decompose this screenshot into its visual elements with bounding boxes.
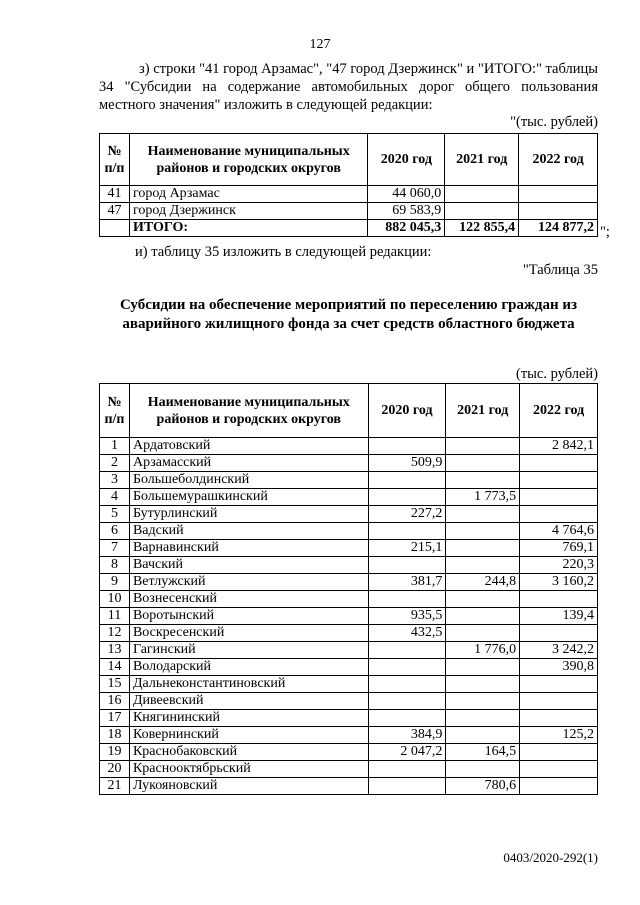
row-value-2020: 2 047,2 bbox=[368, 744, 446, 761]
row-value-2020 bbox=[368, 676, 446, 693]
column-header-2021: 2021 год bbox=[446, 384, 520, 438]
row-number: 13 bbox=[100, 642, 130, 659]
row-name: Воротынский bbox=[129, 608, 368, 625]
table-row bbox=[100, 523, 598, 540]
row-value-2020 bbox=[368, 523, 446, 540]
row-value-2021: 164,5 bbox=[446, 744, 520, 761]
row-value-2022 bbox=[520, 455, 598, 472]
row-value-2021: 244,8 bbox=[446, 574, 520, 591]
row-name: город Дзержинск bbox=[129, 203, 367, 220]
row-value-2021 bbox=[446, 608, 520, 625]
table-title: Субсидии на обеспечение мероприятий по переселению граждан из аварийного жилищного фонда за счет средств областного бюджета bbox=[119, 297, 578, 332]
row-value-2020 bbox=[368, 489, 446, 506]
row-value-2022 bbox=[519, 186, 598, 203]
table-row bbox=[100, 761, 598, 778]
row-name: Большеболдинский bbox=[129, 472, 368, 489]
row-name: Ветлужский bbox=[129, 574, 368, 591]
row-value-2022: 2 842,1 bbox=[520, 438, 598, 455]
table-row bbox=[100, 203, 598, 220]
table-label: "Таблица 35 bbox=[522, 262, 598, 278]
row-name: Володарский bbox=[129, 659, 368, 676]
row-value-2021 bbox=[446, 506, 520, 523]
row-value-2021: 780,6 bbox=[446, 778, 520, 795]
column-header-2021: 2021 год bbox=[445, 134, 519, 186]
row-value-2020: 215,1 bbox=[368, 540, 446, 557]
column-header-2020: 2020 год bbox=[368, 384, 446, 438]
row-value-2020: 69 583,9 bbox=[368, 203, 445, 220]
table-row bbox=[100, 438, 598, 455]
row-value-2021 bbox=[446, 472, 520, 489]
row-value-2021 bbox=[446, 761, 520, 778]
row-value-2021: 1 773,5 bbox=[446, 489, 520, 506]
row-number: 1 bbox=[100, 438, 130, 455]
table-row bbox=[100, 778, 598, 795]
row-name: Краснобаковский bbox=[129, 744, 368, 761]
row-value-2021 bbox=[446, 693, 520, 710]
unit-note-1: "(тыс. рублей) bbox=[510, 114, 598, 130]
row-value-2020 bbox=[368, 693, 446, 710]
row-name: Воскресенский bbox=[129, 625, 368, 642]
row-value-2020 bbox=[368, 778, 446, 795]
row-value-2020: 381,7 bbox=[368, 574, 446, 591]
table-row bbox=[100, 727, 598, 744]
row-value-2020 bbox=[368, 591, 446, 608]
row-value-2020: 432,5 bbox=[368, 625, 446, 642]
row-value-2020 bbox=[368, 472, 446, 489]
total-2020: 882 045,3 bbox=[368, 220, 445, 237]
row-value-2021 bbox=[446, 540, 520, 557]
row-value-2021 bbox=[446, 676, 520, 693]
row-number: 12 bbox=[100, 625, 130, 642]
row-value-2021 bbox=[446, 659, 520, 676]
row-number: 4 bbox=[100, 489, 130, 506]
table-row bbox=[100, 642, 598, 659]
row-value-2021 bbox=[446, 727, 520, 744]
row-value-2022 bbox=[520, 710, 598, 727]
row-name: Дивеевский bbox=[129, 693, 368, 710]
row-value-2021 bbox=[445, 203, 519, 220]
row-number: 17 bbox=[100, 710, 130, 727]
row-value-2020 bbox=[368, 438, 446, 455]
table-row bbox=[100, 744, 598, 761]
row-value-2020 bbox=[368, 642, 446, 659]
row-name: Дальнеконстантиновский bbox=[129, 676, 368, 693]
row-value-2021 bbox=[446, 591, 520, 608]
table-row bbox=[100, 625, 598, 642]
table-row bbox=[100, 557, 598, 574]
row-name: Варнавинский bbox=[129, 540, 368, 557]
row-number: 41 bbox=[100, 186, 130, 203]
row-name: Гагинский bbox=[129, 642, 368, 659]
row-number: 8 bbox=[100, 557, 130, 574]
table-row bbox=[100, 591, 598, 608]
row-number: 16 bbox=[100, 693, 130, 710]
row-value-2020 bbox=[368, 659, 446, 676]
row-value-2020: 384,9 bbox=[368, 727, 446, 744]
row-number: 2 bbox=[100, 455, 130, 472]
row-value-2022: 390,8 bbox=[520, 659, 598, 676]
row-value-2021 bbox=[446, 557, 520, 574]
row-value-2022 bbox=[519, 203, 598, 220]
row-name: Бутурлинский bbox=[129, 506, 368, 523]
row-value-2022 bbox=[520, 693, 598, 710]
total-row bbox=[100, 220, 598, 237]
row-value-2020: 509,9 bbox=[368, 455, 446, 472]
row-name: Арзамасский bbox=[129, 455, 368, 472]
quote-end: "; bbox=[600, 224, 610, 240]
row-value-2021 bbox=[446, 523, 520, 540]
row-number: 5 bbox=[100, 506, 130, 523]
row-value-2022: 769,1 bbox=[520, 540, 598, 557]
row-name: Вадский bbox=[129, 523, 368, 540]
total-2021: 122 855,4 bbox=[445, 220, 519, 237]
row-number: 11 bbox=[100, 608, 130, 625]
row-name: Ковернинский bbox=[129, 727, 368, 744]
row-value-2022 bbox=[520, 744, 598, 761]
total-label: ИТОГО: bbox=[129, 220, 367, 237]
row-value-2022: 139,4 bbox=[520, 608, 598, 625]
row-value-2022 bbox=[520, 472, 598, 489]
column-header-2022: 2022 год bbox=[519, 134, 598, 186]
row-name: Ардатовский bbox=[129, 438, 368, 455]
row-number: 14 bbox=[100, 659, 130, 676]
table-row bbox=[100, 186, 598, 203]
row-value-2021: 1 776,0 bbox=[446, 642, 520, 659]
table-row bbox=[100, 710, 598, 727]
row-name: Вачский bbox=[129, 557, 368, 574]
row-number: 20 bbox=[100, 761, 130, 778]
row-name: город Арзамас bbox=[129, 186, 367, 203]
total-2022: 124 877,2 bbox=[519, 220, 598, 237]
table-row bbox=[100, 472, 598, 489]
row-value-2021 bbox=[446, 438, 520, 455]
column-header-number: № п/п bbox=[100, 134, 130, 186]
row-value-2021 bbox=[446, 710, 520, 727]
table-row bbox=[100, 455, 598, 472]
column-header-name: Наименование муниципальных районов и городских округов bbox=[129, 134, 367, 186]
row-value-2022 bbox=[520, 591, 598, 608]
row-value-2022 bbox=[520, 506, 598, 523]
row-value-2022 bbox=[520, 489, 598, 506]
intro-paragraph-1: з) строки "41 город Арзамас", "47 город Дзержинск" и "ИТОГО:" таблицы 34 "Субсидии на содержание автомобильных дорог общего пользования местного значения" изложить в следующей редакции: bbox=[99, 61, 598, 113]
row-value-2020: 227,2 bbox=[368, 506, 446, 523]
row-value-2021 bbox=[446, 455, 520, 472]
row-number: 7 bbox=[100, 540, 130, 557]
row-name: Краснооктябрьский bbox=[129, 761, 368, 778]
table-row bbox=[100, 540, 598, 557]
row-name: Вознесенский bbox=[129, 591, 368, 608]
table-row bbox=[100, 489, 598, 506]
table-resettlement-subsidies bbox=[99, 383, 598, 795]
page-number: 127 bbox=[309, 37, 331, 52]
row-value-2021 bbox=[445, 186, 519, 203]
table-row bbox=[100, 676, 598, 693]
table-row bbox=[100, 608, 598, 625]
row-number: 9 bbox=[100, 574, 130, 591]
row-value-2022 bbox=[520, 676, 598, 693]
row-number: 47 bbox=[100, 203, 130, 220]
unit-note-2: (тыс. рублей) bbox=[516, 366, 598, 382]
intro-paragraph-2: и) таблицу 35 изложить в следующей редакции: bbox=[135, 244, 432, 260]
row-value-2020: 44 060,0 bbox=[368, 186, 445, 203]
row-value-2022: 4 764,6 bbox=[520, 523, 598, 540]
column-header-2020: 2020 год bbox=[368, 134, 445, 186]
document-code: 0403/2020-292(1) bbox=[503, 850, 598, 865]
row-value-2022: 220,3 bbox=[520, 557, 598, 574]
row-value-2020 bbox=[368, 710, 446, 727]
table-row bbox=[100, 659, 598, 676]
row-number: 6 bbox=[100, 523, 130, 540]
table-row bbox=[100, 574, 598, 591]
table-row bbox=[100, 506, 598, 523]
row-name: Большемурашкинский bbox=[129, 489, 368, 506]
row-value-2022: 125,2 bbox=[520, 727, 598, 744]
row-value-2020: 935,5 bbox=[368, 608, 446, 625]
total-number-cell bbox=[100, 220, 130, 237]
row-value-2022 bbox=[520, 761, 598, 778]
row-number: 15 bbox=[100, 676, 130, 693]
row-name: Княгининский bbox=[129, 710, 368, 727]
row-value-2022: 3 242,2 bbox=[520, 642, 598, 659]
table-row bbox=[100, 693, 598, 710]
row-number: 21 bbox=[100, 778, 130, 795]
row-number: 10 bbox=[100, 591, 130, 608]
row-value-2020 bbox=[368, 761, 446, 778]
row-number: 3 bbox=[100, 472, 130, 489]
column-header-number: № п/п bbox=[100, 384, 130, 438]
row-value-2022 bbox=[520, 625, 598, 642]
row-name: Лукояновский bbox=[129, 778, 368, 795]
table-roads-subsidies bbox=[99, 133, 598, 237]
column-header-2022: 2022 год bbox=[520, 384, 598, 438]
row-number: 18 bbox=[100, 727, 130, 744]
row-value-2020 bbox=[368, 557, 446, 574]
row-number: 19 bbox=[100, 744, 130, 761]
row-value-2021 bbox=[446, 625, 520, 642]
row-value-2022 bbox=[520, 778, 598, 795]
row-value-2022: 3 160,2 bbox=[520, 574, 598, 591]
column-header-name: Наименование муниципальных районов и городских округов bbox=[129, 384, 368, 438]
